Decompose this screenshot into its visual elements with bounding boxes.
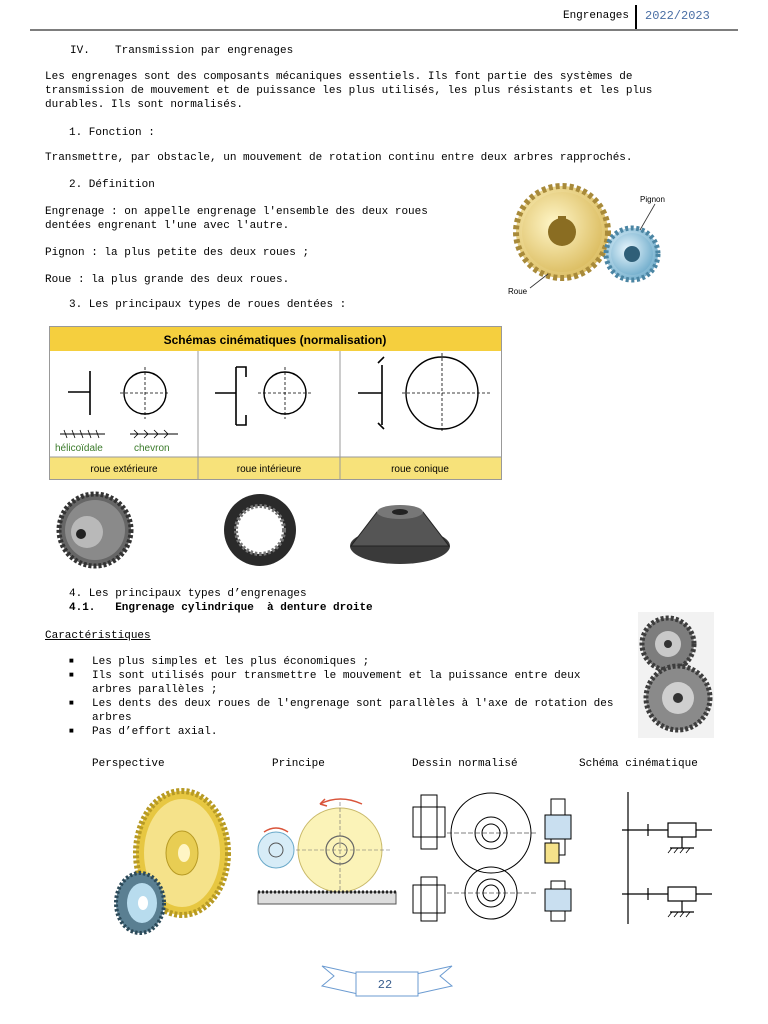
col-roue-interieure: roue intérieure [236,464,302,475]
bevel-gear-photo-icon [350,505,450,564]
principe-large-wheel-icon [290,802,390,898]
rotation-arrow-icon [320,799,362,804]
rotation-arrow-icon-small [264,828,288,832]
types-engrenages-heading: 4. Les principaux types d’engrenages [69,588,307,600]
col-roue-exterieure: roue extérieure [90,464,158,475]
fonction-heading: 1. Fonction : [69,127,155,139]
bullet-icon: ■ [69,727,74,736]
fonction-text: Transmettre, par obstacle, un mouvement de rotation continu entre deux arbres rapprochés. [45,152,633,164]
bullet-icon: ■ [69,699,74,708]
perspective-figure [110,785,250,935]
page-number: 22 [377,978,393,992]
caption-principe: Principe [272,758,325,770]
roue-interieure-schema [215,367,312,425]
roue-label: Roue [508,287,528,296]
spur-gear-photo-icon [59,494,131,566]
caption-perspective: Perspective [92,758,165,770]
list-item: ■ Ils sont utilisés pour transmettre le mouvement et la puissance entre deux arbres parallèles ; [69,670,581,696]
bullet-icon: ■ [69,671,74,680]
header-separator [635,5,637,31]
list-item: ■ Pas d’effort axial. [69,726,218,738]
engrenage-cylindrique-heading: 4.1. Engrenage cylindrique à denture droite [69,602,373,614]
helicoidale-label: hélicoïdale [55,443,103,454]
schema-cinematique-table [49,326,502,480]
pignon-gear-icon [606,228,658,280]
list-item: ■ Les plus simples et les plus économiques ; [69,656,370,668]
caracteristiques-title: Caractéristiques [45,630,151,642]
caracteristiques-list [69,655,622,739]
header-rule [30,29,738,31]
bullet-icon: ■ [69,657,74,666]
caption-dessin-normalise: Dessin normalisé [412,758,518,770]
roue-exterieure-schema [60,367,178,438]
upper-gear-icon [642,618,694,670]
roue-gear-icon [516,186,608,278]
section-title: Transmission par engrenages [115,45,294,57]
caption-schema-cinematique: Schéma cinématique [579,758,698,770]
definition-engrenage: Engrenage : on appelle engrenage l'ensemble des deux roues dentées engrenant l'une avec l'autre. [45,206,428,232]
section-number: IV. [70,45,90,57]
spur-gear-pair-photo [638,612,714,738]
definition-heading: 2. Définition [69,179,155,191]
roue-conique-schema [358,353,490,433]
list-item: ■ Les dents des deux roues de l'engrenage sont parallèles à l'axe de rotation des arbres [69,698,614,724]
definition-roue: Roue : la plus grande des deux roues. [45,274,290,286]
gear-types-photos [55,488,455,576]
internal-gear-photo-icon [224,494,296,566]
schema-title: Schémas cinématiques (normalisation) [163,333,387,347]
col-roue-conique: roue conique [391,464,449,475]
header-title: Engrenages [562,10,629,22]
small-blue-gear-icon [116,873,164,933]
dessin-normalise-figure [405,785,580,935]
definition-pignon: Pignon : la plus petite des deux roues ; [45,247,310,259]
pignon-label: Pignon [640,195,665,204]
intro-paragraph: Les engrenages sont des composants mécaniques essentiels. Ils font partie des systèmes de transmission de mouvement et de puissance les plus utilisés, les plus résistants et les plus durables. Ils sont normalisés. [45,71,653,111]
schema-cinematique-figure [612,790,722,930]
header-year: 2022/2023 [645,9,710,23]
lower-gear-icon [646,666,710,730]
chevron-label: chevron [134,443,170,454]
principe-small-wheel-icon [258,832,294,868]
gear-pair-figure [500,180,690,300]
principe-figure [250,790,400,915]
types-roues-heading: 3. Les principaux types de roues dentées : [69,299,347,311]
